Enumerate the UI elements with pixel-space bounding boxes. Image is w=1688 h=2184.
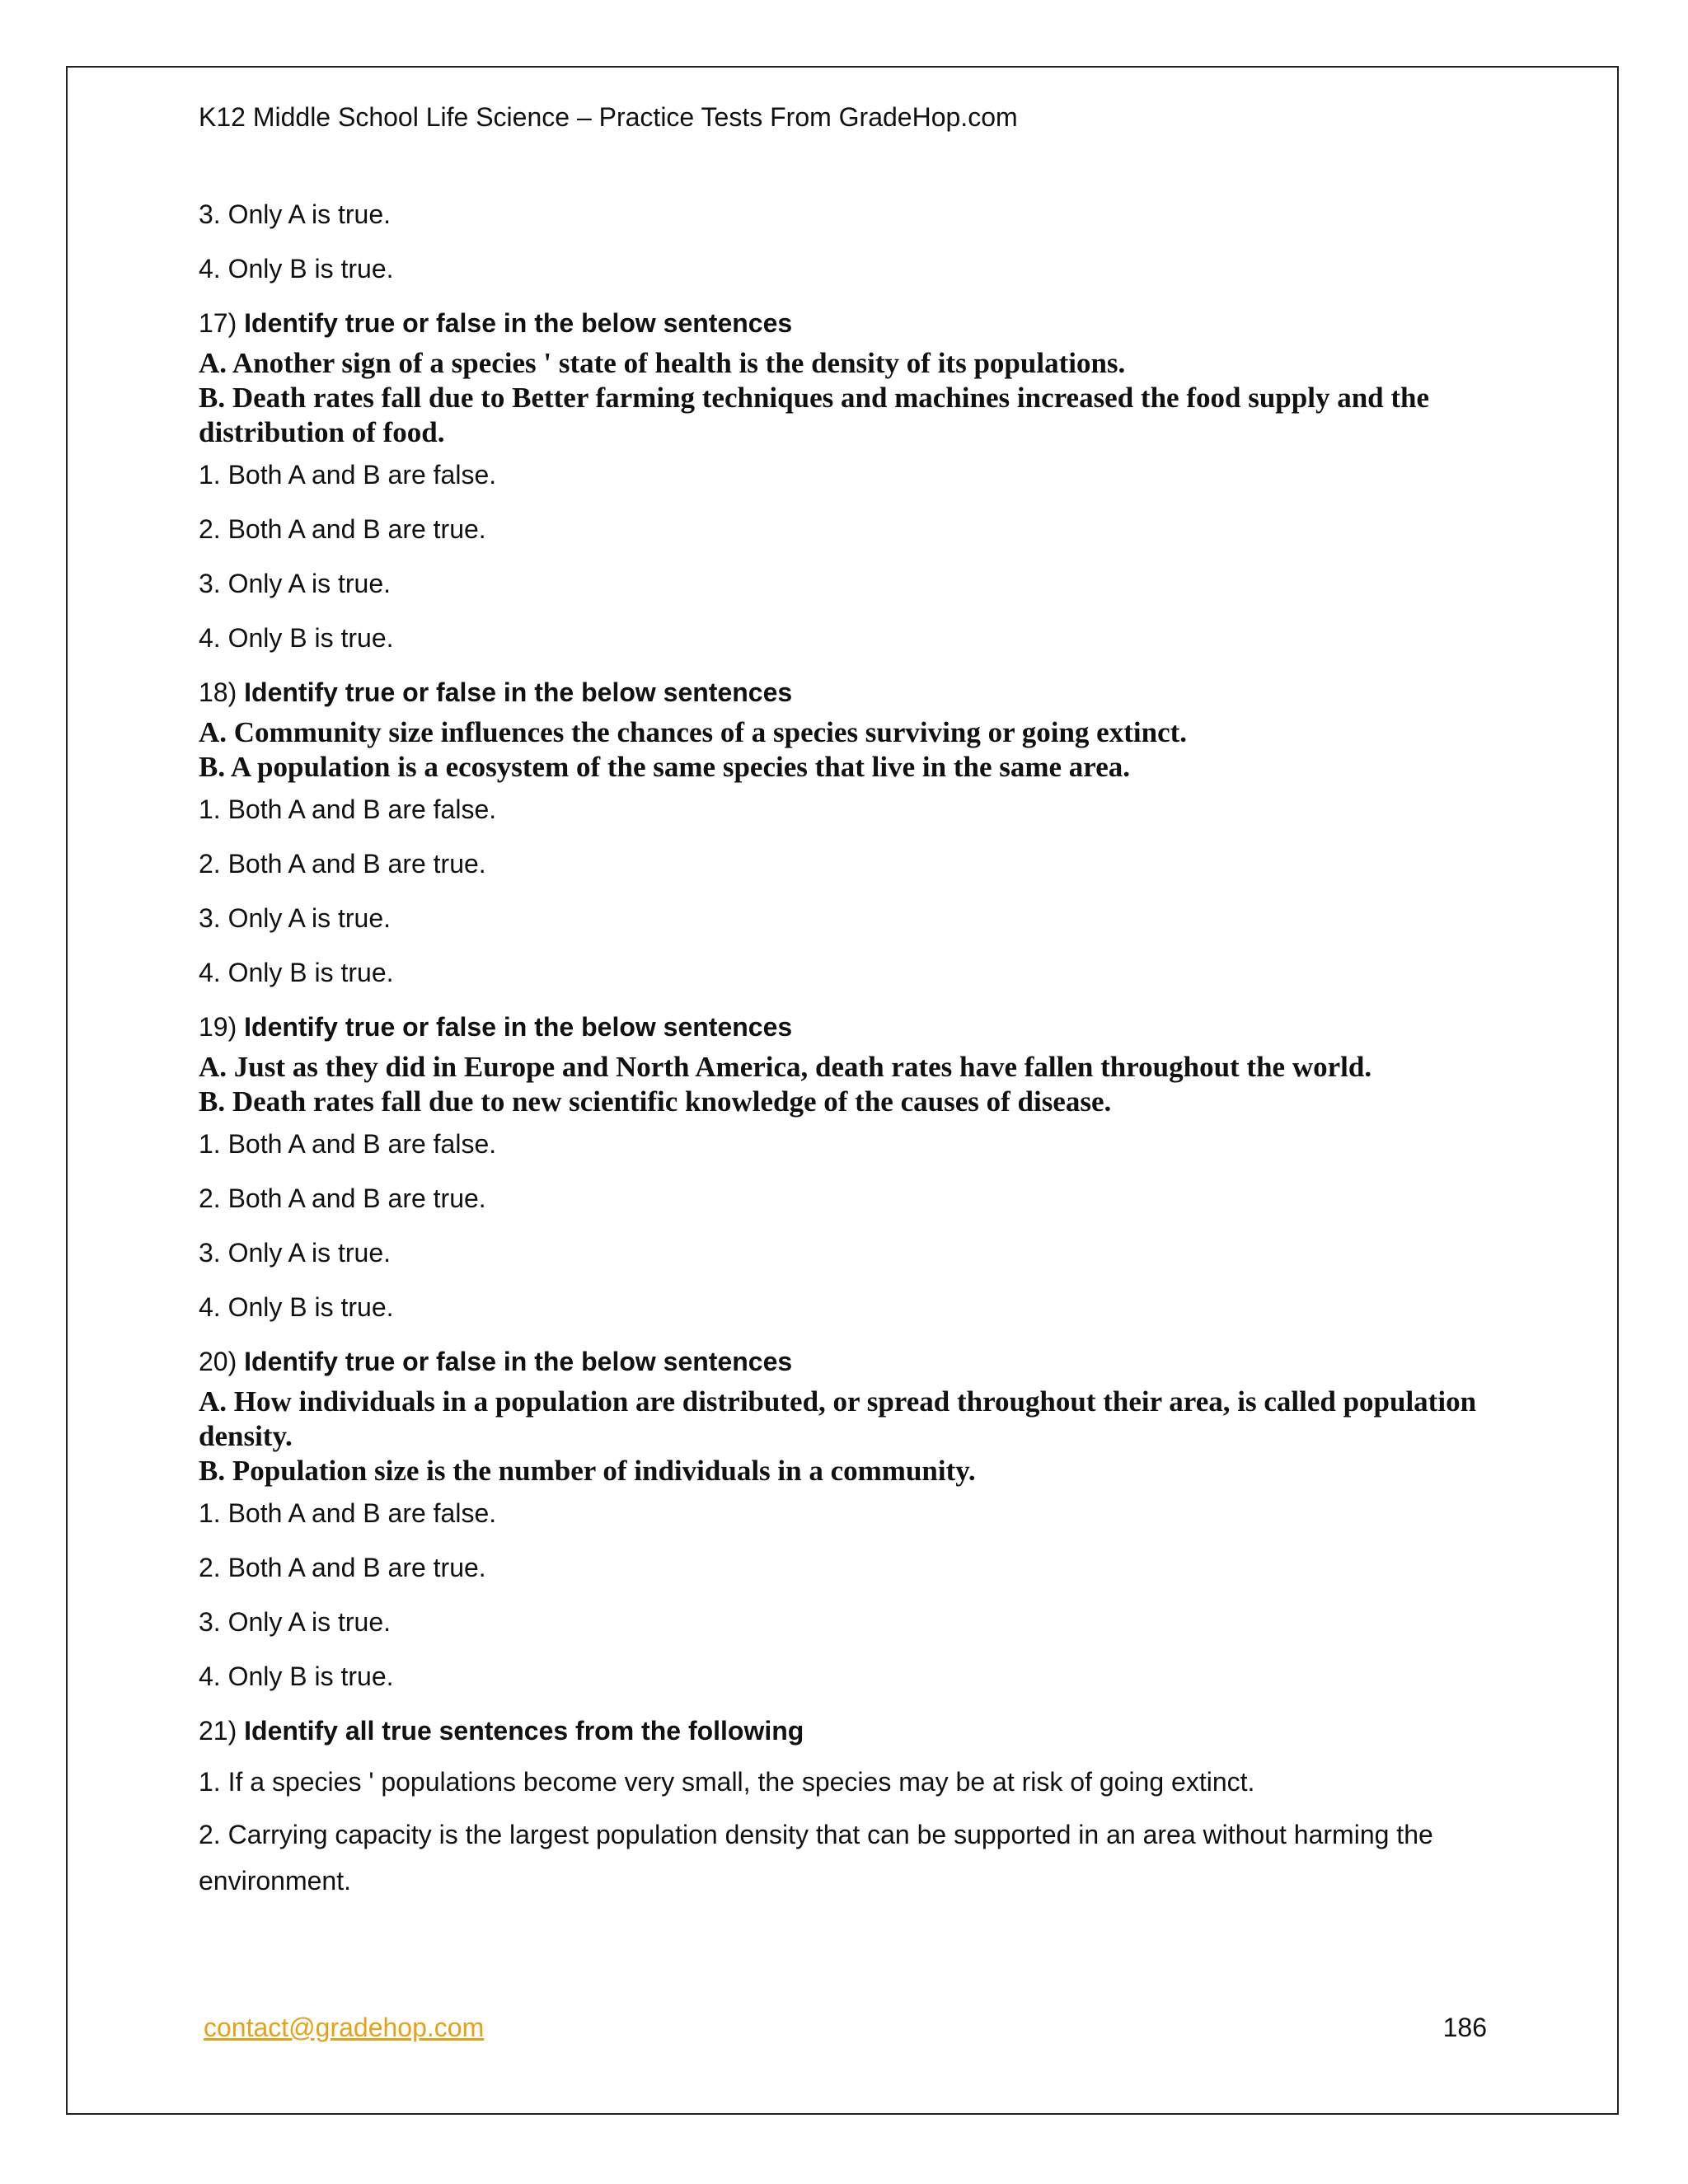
answer-option: 3. Only A is true.: [199, 569, 391, 598]
question-18: [199, 673, 1484, 992]
answer-option: 2. Both A and B are true.: [199, 514, 486, 544]
question-prompt: Identify true or false in the below sentences: [244, 1347, 793, 1376]
question-21: [199, 1711, 1484, 1904]
question-statements: [199, 1050, 1484, 1119]
answer-option: 3. Only A is true.: [199, 1607, 391, 1637]
question-heading: [199, 1711, 1484, 1750]
statement-b: B. Population size is the number of individuals in a community.: [199, 1455, 976, 1487]
statement-b: B. Death rates fall due to new scientific knowledge of the causes of disease.: [199, 1085, 1112, 1118]
answer-option: 4. Only B is true.: [199, 1292, 394, 1322]
question-heading: [199, 1342, 1484, 1381]
page-content: [199, 97, 1484, 1910]
carryover-options: [199, 194, 1484, 288]
question-prompt: Identify all true sentences from the following: [244, 1716, 804, 1746]
question-number: 21): [199, 1716, 237, 1746]
question-heading: [199, 303, 1484, 343]
statement-b: B. A population is a ecosystem of the same species that live in the same area.: [199, 751, 1130, 783]
answer-option: 4. Only B is true.: [199, 623, 394, 653]
answer-option: 4. Only B is true.: [199, 254, 394, 284]
question-statements: [199, 715, 1484, 785]
answer-option: 1. Both A and B are false.: [199, 1498, 497, 1528]
answer-option: 2. Both A and B are true.: [199, 849, 486, 879]
page-number: 186: [1442, 2013, 1487, 2042]
question-prompt: Identify true or false in the below sentences: [244, 677, 793, 707]
answer-option: 2. Both A and B are true.: [199, 1183, 486, 1213]
answer-option: 1. If a species ' populations become very small, the species may be at risk of going extinct.: [199, 1767, 1255, 1797]
answer-option: 3. Only A is true.: [199, 903, 391, 933]
answer-option: 2. Carrying capacity is the largest population density that can be supported in an area without harming the environment.: [199, 1820, 1433, 1896]
answer-option: 3. Only A is true.: [199, 1238, 391, 1268]
question-number: 20): [199, 1347, 237, 1376]
answer-option: 3. Only A is true.: [199, 199, 391, 229]
answer-option: 2. Both A and B are true.: [199, 1553, 486, 1582]
question-prompt: Identify true or false in the below sentences: [244, 308, 793, 338]
answer-option: 1. Both A and B are false.: [199, 1129, 497, 1159]
question-heading: [199, 673, 1484, 712]
statement-a: A. Just as they did in Europe and North America, death rates have fallen throughout the world.: [199, 1051, 1372, 1083]
question-20: [199, 1342, 1484, 1696]
footer-email-link[interactable]: contact@gradehop.com: [204, 2013, 485, 2042]
question-19: [199, 1007, 1484, 1327]
statement-a: A. Community size influences the chances of a species surviving or going extinct.: [199, 716, 1188, 748]
statement-b: B. Death rates fall due to Better farming techniques and machines increased the food supply and the distribution of food.: [199, 382, 1430, 448]
question-number: 19): [199, 1012, 237, 1042]
question-number: 17): [199, 308, 237, 338]
answer-option: 1. Both A and B are false.: [199, 460, 497, 490]
question-statements: [199, 346, 1484, 450]
answer-option: 4. Only B is true.: [199, 958, 394, 987]
statement-a: A. Another sign of a species ' state of health is the density of its populations.: [199, 347, 1126, 379]
answer-option: 1. Both A and B are false.: [199, 794, 497, 824]
question-heading: [199, 1007, 1484, 1047]
question-prompt: Identify true or false in the below sentences: [244, 1012, 793, 1042]
statement-a: A. How individuals in a population are distributed, or spread throughout their area, is called population density.: [199, 1385, 1477, 1452]
answer-option: 4. Only B is true.: [199, 1661, 394, 1691]
question-17: [199, 303, 1484, 658]
question-statements: [199, 1385, 1484, 1488]
question-number: 18): [199, 677, 237, 707]
page-header-title: K12 Middle School Life Science – Practice Tests From GradeHop.com: [199, 102, 1018, 132]
